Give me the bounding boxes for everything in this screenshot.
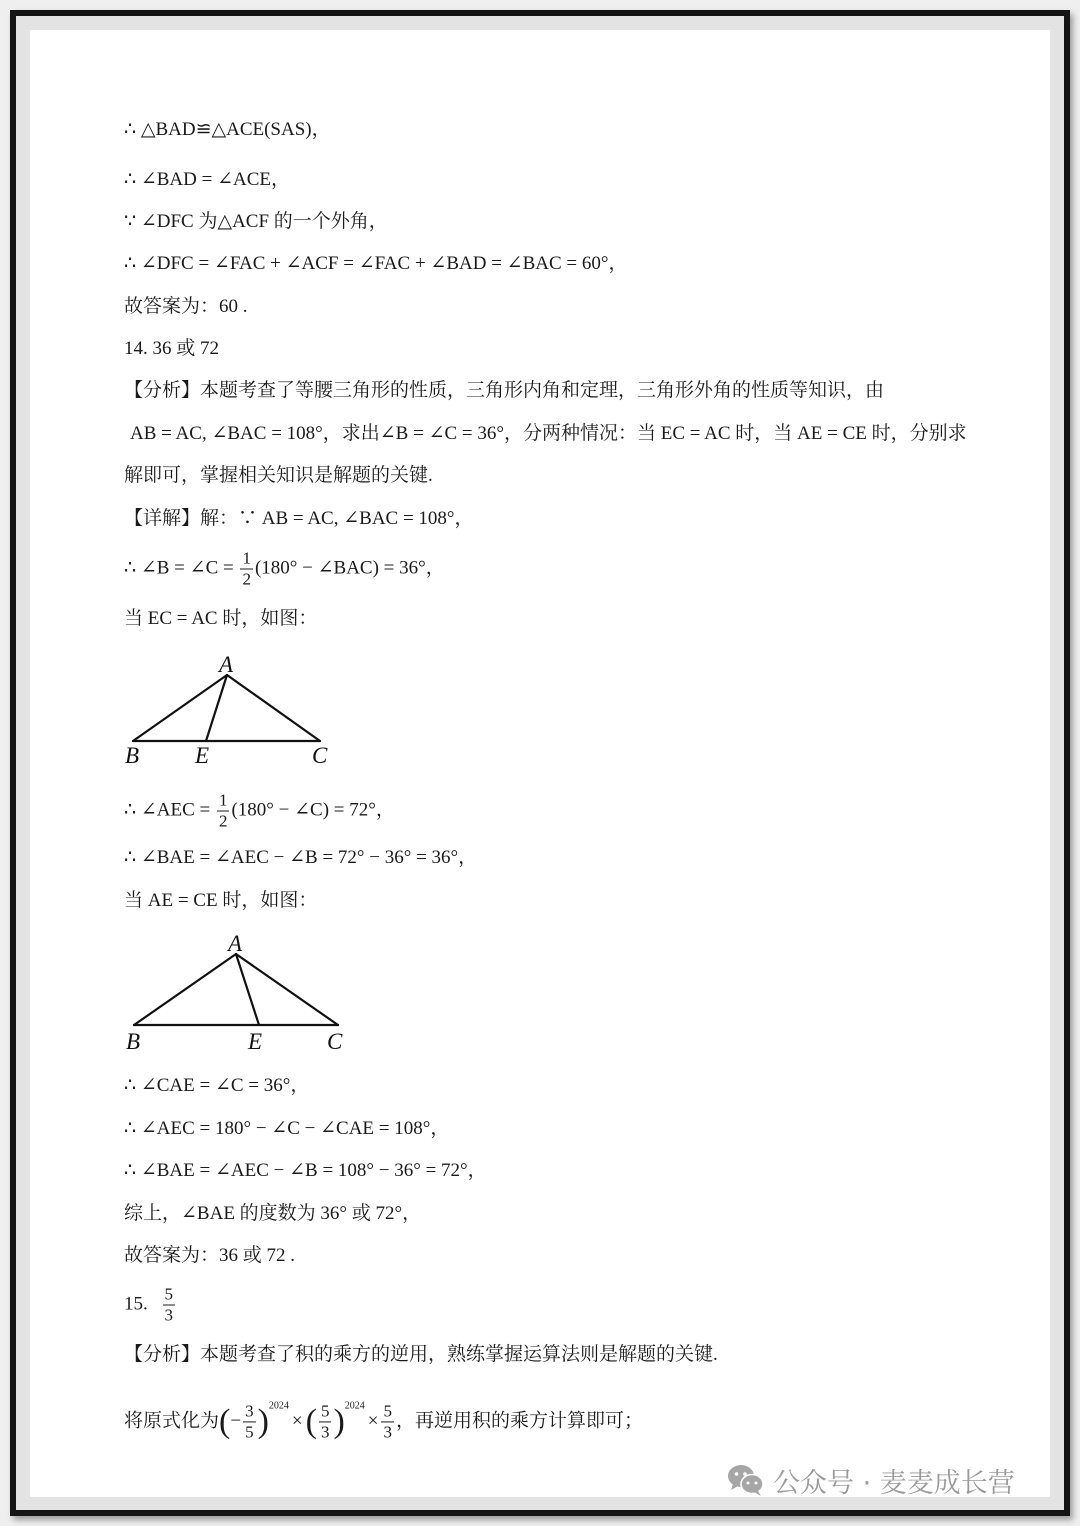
q14-answer: 36 或 72 bbox=[152, 338, 220, 359]
fraction-numerator: 5 bbox=[164, 1284, 173, 1304]
case1-intro: 当 EC = AC 时，如图： bbox=[124, 608, 318, 629]
fraction-numerator: 1 bbox=[218, 790, 228, 810]
proof-dfc-line: ∴ ∠DFC = ∠FAC + ∠ACF = ∠FAC + ∠BAD = ∠BAC = 60°， bbox=[124, 253, 628, 274]
exponent: 2024 bbox=[344, 1400, 365, 1412]
vertex-label-b: B bbox=[125, 743, 140, 768]
fraction-denominator: 2 bbox=[242, 569, 251, 589]
q14-number: 14. bbox=[124, 338, 148, 359]
proof-exterior-angle-line: ∵ ∠DFC 为△ACF 的一个外角， bbox=[124, 211, 388, 232]
case1-line-2: ∴ ∠BAE = ∠AEC − ∠B = 72° − 36° = 36°， bbox=[124, 847, 478, 868]
q14-summary: 综上，∠BAE 的度数为 36° 或 72°， bbox=[124, 1203, 422, 1224]
analysis-tag: 【分析】 bbox=[124, 380, 201, 401]
times-sign: × bbox=[291, 1410, 303, 1432]
watermark bbox=[727, 1462, 1015, 1498]
fraction-denominator: 3 bbox=[383, 1422, 392, 1442]
fraction-numerator: 5 bbox=[320, 1401, 330, 1421]
q14-analysis-line-1 bbox=[124, 378, 884, 404]
analysis-text: 本题考查了等腰三角形的性质，三角形内角和定理，三角形外角的性质等知识，由 bbox=[200, 380, 885, 401]
minus-sign: − bbox=[230, 1410, 242, 1432]
paren-close: ) bbox=[257, 1403, 269, 1441]
fraction-denominator: 5 bbox=[245, 1422, 254, 1442]
q14-analysis-line-2: AB = AC, ∠BAC = 108°，求出∠B = ∠C = 36°，分两种情况：当 EC = AC 时，当 AE = CE 时，分别求 bbox=[130, 423, 967, 444]
q14-analysis-line-3: 解即可，掌握相关知识是解题的关键. bbox=[124, 465, 433, 486]
equation-prefix: ∴ ∠AEC = bbox=[124, 799, 215, 821]
q14-detail-line-1 bbox=[124, 506, 474, 532]
vertex-label-c: C bbox=[312, 743, 328, 768]
q14-detail-line-2 bbox=[124, 549, 445, 590]
paren-open: ( bbox=[305, 1403, 317, 1441]
q15-answer-line bbox=[124, 1285, 177, 1326]
case2-line-2: ∴ ∠AEC = 180° − ∠C − ∠CAE = 108°， bbox=[124, 1118, 450, 1139]
fraction-denominator: 3 bbox=[320, 1422, 330, 1442]
analysis-tag: 【分析】 bbox=[124, 1344, 201, 1365]
fraction-one-half bbox=[240, 549, 253, 590]
rewrite-prefix: 将原式化为 bbox=[124, 1410, 220, 1432]
vertex-label-a: A bbox=[219, 652, 234, 677]
fraction-three-fifths bbox=[243, 1402, 256, 1443]
watermark-text: 公众号 · 麦麦成长营 bbox=[773, 1467, 1015, 1499]
exponent: 2024 bbox=[268, 1400, 289, 1412]
q15-analysis-line bbox=[124, 1342, 718, 1368]
case1-line-1 bbox=[124, 791, 395, 832]
q14-answer-line bbox=[124, 336, 219, 362]
paren-open: ( bbox=[219, 1403, 231, 1441]
fraction-denominator: 2 bbox=[218, 811, 228, 831]
vertex-label-e: E bbox=[248, 1029, 263, 1054]
fraction-numerator: 5 bbox=[383, 1401, 392, 1421]
equation-prefix: ∴ ∠B = ∠C = bbox=[124, 557, 239, 579]
case2-line-1: ∴ ∠CAE = ∠C = 36°， bbox=[124, 1075, 310, 1096]
equation-suffix: (180° − ∠BAC) = 36°， bbox=[254, 557, 445, 579]
vertex-label-c: C bbox=[327, 1029, 343, 1054]
q14-final-answer: 故答案为：36 或 72 . bbox=[124, 1245, 296, 1266]
vertex-label-e: E bbox=[195, 743, 210, 768]
vertex-label-a: A bbox=[228, 931, 243, 956]
detail-tag: 【详解】 bbox=[124, 508, 201, 529]
q15-answer-fraction bbox=[163, 1285, 176, 1326]
fraction-five-thirds bbox=[319, 1402, 332, 1443]
analysis-text: 本题考查了积的乘方的逆用，熟练掌握运算法则是解题的关键. bbox=[200, 1344, 718, 1365]
rewrite-suffix: ，再逆用积的乘方计算即可； bbox=[395, 1410, 643, 1432]
answer-13-line: 故答案为：60 . bbox=[124, 296, 248, 317]
paren-close: ) bbox=[333, 1403, 345, 1441]
q15-number: 15. bbox=[124, 1293, 148, 1315]
detail-text: 解：∵ AB = AC, ∠BAC = 108°， bbox=[200, 508, 474, 529]
proof-congruence-line: ∴ △BAD≌△ACE(SAS)， bbox=[124, 119, 331, 140]
equation-suffix: (180° − ∠C) = 72°， bbox=[231, 799, 395, 821]
fraction-numerator: 3 bbox=[245, 1401, 254, 1421]
q15-rewrite-line bbox=[124, 1393, 643, 1442]
fraction-one-half bbox=[217, 791, 230, 832]
fraction-numerator: 1 bbox=[242, 548, 251, 568]
case2-intro: 当 AE = CE 时，如图： bbox=[124, 890, 318, 911]
proof-angle-equal-line: ∴ ∠BAD = ∠ACE， bbox=[124, 169, 291, 190]
vertex-label-b: B bbox=[126, 1029, 141, 1054]
case2-line-3: ∴ ∠BAE = ∠AEC − ∠B = 108° − 36° = 72°， bbox=[124, 1160, 487, 1181]
fraction-five-thirds bbox=[381, 1402, 394, 1443]
times-sign: × bbox=[367, 1410, 379, 1432]
wechat-icon bbox=[727, 1463, 765, 1497]
fraction-denominator: 3 bbox=[164, 1305, 173, 1325]
